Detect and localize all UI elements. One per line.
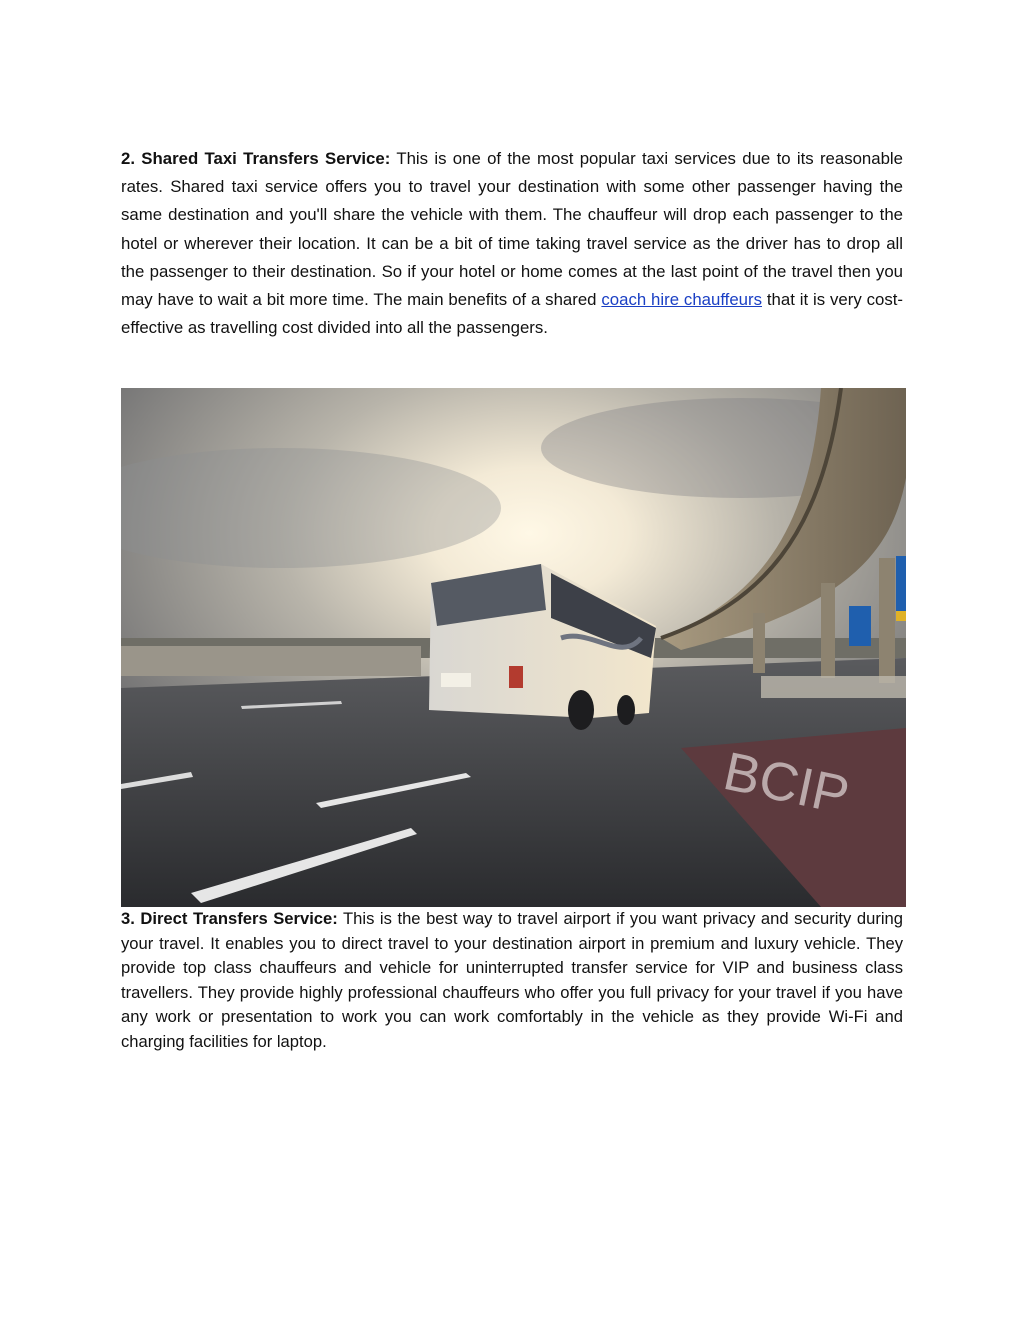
- section-shared-taxi-text: This is one of the most popular taxi services due to its reasonable rates. Shared taxi service offers you to travel your destination with some other passenger having the same destination and you'll share the vehicle with them. The chauffeur will drop each passenger to the hotel or wherever their location. It can be a bit of time taking travel service as the driver has to drop all the passenger to their destination. So if your hotel or home comes at the last point of the travel then you may have to wait a bit more time. The main benefits of a shared: [121, 149, 903, 310]
- section-shared-taxi-text-end: that it is very cost-effective as travelling cost divided into all the passengers.: [121, 290, 903, 338]
- section-shared-taxi-paragraph: [121, 145, 903, 342]
- section-direct-transfers-paragraph: [121, 907, 903, 1055]
- road-marking-text: BCIP: [718, 741, 855, 826]
- section-direct-transfers-heading: 3. Direct Transfers Service:: [121, 909, 338, 928]
- section-shared-taxi-heading: 2. Shared Taxi Transfers Service:: [121, 149, 391, 168]
- coach-bus-photo: [121, 388, 906, 907]
- coach-hire-chauffeurs-link[interactable]: coach hire chauffeurs: [601, 290, 762, 310]
- section-direct-transfers-text: This is the best way to travel airport if you want privacy and security during your travel. It enables you to direct travel to your destination airport in premium and luxury vehicle. They provide top class chauffeurs and vehicle for uninterrupted transfer service for VIP and business class travellers. They provide highly professional chauffeurs who offer you full privacy for your travel if you have any work or presentation to work you can work comfortably in the vehicle as they provide Wi-Fi and charging facilities for laptop.: [121, 909, 903, 1051]
